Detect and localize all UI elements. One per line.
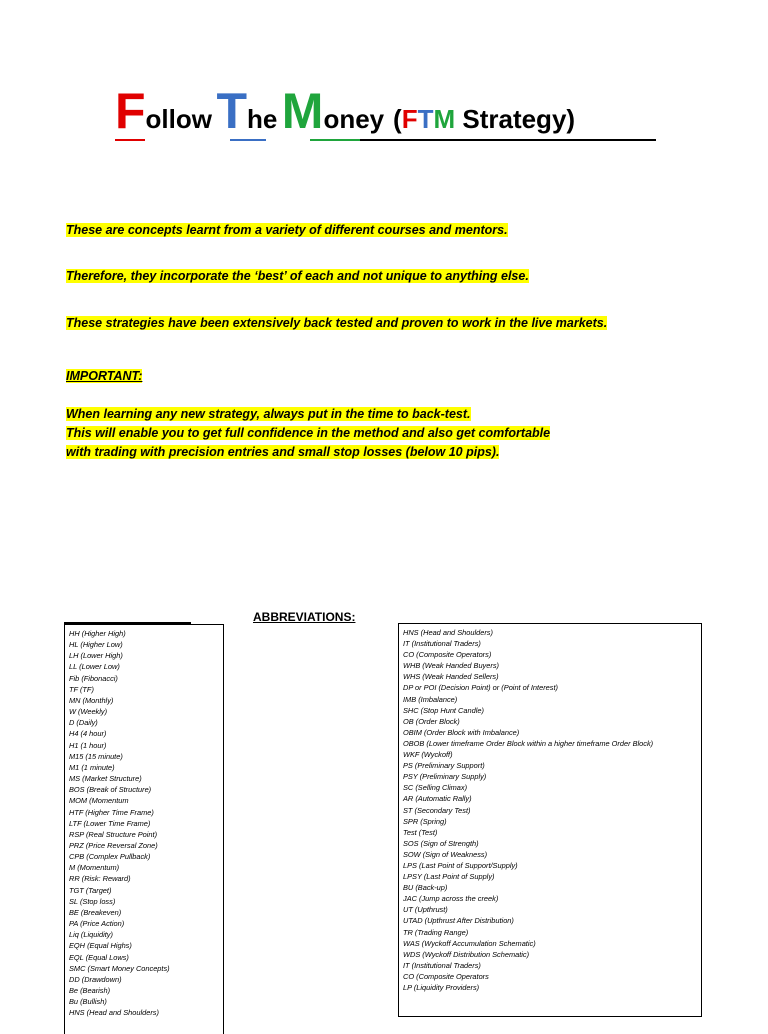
title-underline-red bbox=[115, 139, 145, 141]
title-rest-the: he bbox=[246, 104, 278, 134]
abbreviation-item: PS (Preliminary Support) bbox=[403, 761, 485, 771]
abbreviation-item: CO (Composite Operators bbox=[403, 971, 489, 981]
abbreviation-item: M1 (1 minute) bbox=[69, 762, 115, 772]
abbreviations-left-list bbox=[69, 628, 219, 1018]
abbreviation-item: HTF (Higher Time Frame) bbox=[69, 807, 154, 817]
abbreviation-item: SC (Selling Climax) bbox=[403, 783, 468, 793]
abbreviation-item: Bu (Bullish) bbox=[69, 997, 107, 1007]
abbreviation-item: SL (Stop loss) bbox=[69, 896, 116, 906]
abbreviation-item: M15 (15 minute) bbox=[69, 751, 123, 761]
abbreviation-item: EQL (Equal Lows) bbox=[69, 952, 129, 962]
title-word-the bbox=[216, 83, 278, 141]
abbreviation-item: AR (Automatic Rally) bbox=[403, 794, 472, 804]
title-paren-open: ( bbox=[393, 104, 402, 134]
abbreviation-item: IT (Institutional Traders) bbox=[403, 639, 481, 649]
abbreviations-left-box bbox=[64, 624, 224, 1034]
abbreviation-item: LP (Liquidity Providers) bbox=[403, 983, 480, 992]
title-initial-t: T bbox=[216, 83, 247, 139]
abbreviation-item: PA (Price Action) bbox=[69, 919, 125, 929]
abbreviation-item: BOS (Break of Structure) bbox=[69, 785, 152, 795]
abbreviation-item: BE (Breakeven) bbox=[69, 907, 122, 917]
title-ftm-t: T bbox=[417, 104, 434, 134]
abbreviation-item: EQH (Equal Highs) bbox=[69, 941, 132, 951]
important-label: IMPORTANT: bbox=[66, 369, 143, 383]
abbreviations-right-box bbox=[398, 623, 702, 1017]
abbreviation-item: PSY (Preliminary Supply) bbox=[403, 772, 487, 782]
abbreviation-item: HL (Higher Low) bbox=[69, 640, 123, 650]
abbreviation-item: HH (Higher High) bbox=[69, 629, 126, 638]
abbreviation-item: SMC (Smart Money Concepts) bbox=[69, 963, 170, 973]
abbreviation-item: RR (Risk: Reward) bbox=[69, 874, 131, 884]
abbreviation-item: DD (Drawdown) bbox=[69, 974, 122, 984]
abbreviation-item: CPB (Complex Pullback) bbox=[69, 852, 151, 862]
important-line-2: This will enable you to get full confidence in the method and also get comfortable bbox=[66, 426, 551, 440]
abbreviation-item: RSP (Real Structure Point) bbox=[69, 829, 158, 839]
title-ftm-f: F bbox=[401, 104, 418, 134]
abbreviation-item: Fib (Fibonacci) bbox=[69, 673, 118, 683]
abbreviation-item: Test (Test) bbox=[403, 827, 438, 837]
abbreviations-right-list bbox=[403, 627, 697, 993]
abbreviation-item: LH (Lower High) bbox=[69, 651, 123, 661]
abbreviation-item: MOM (Momentum bbox=[69, 796, 129, 806]
abbreviation-item: WHS (Weak Handed Sellers) bbox=[403, 672, 499, 682]
title-initial-m: M bbox=[281, 83, 324, 139]
abbreviation-item: SHC (Stop Hunt Candle) bbox=[403, 705, 484, 715]
abbreviation-item: H4 (4 hour) bbox=[69, 729, 107, 739]
title-underline-black bbox=[360, 139, 656, 141]
abbreviation-item: UT (Upthrust) bbox=[403, 905, 448, 915]
abbreviations-heading: ABBREVIATIONS: bbox=[253, 610, 356, 624]
abbreviation-item: PRZ (Price Reversal Zone) bbox=[69, 840, 158, 850]
abbreviation-item: WHB (Weak Handed Buyers) bbox=[403, 661, 499, 671]
abbreviation-item: D (Daily) bbox=[69, 718, 98, 728]
intro-line-1: These are concepts learnt from a variety of different courses and mentors. bbox=[66, 223, 508, 237]
abbreviation-item: LL (Lower Low) bbox=[69, 662, 120, 672]
abbreviation-item: WAS (Wyckoff Accumulation Schematic) bbox=[403, 938, 536, 948]
abbreviation-item: M (Momentum) bbox=[69, 863, 120, 873]
title-initial-f: F bbox=[115, 83, 146, 139]
title-word-follow bbox=[115, 83, 212, 141]
title-underline-green bbox=[310, 139, 360, 141]
abbreviation-item: MS (Market Structure) bbox=[69, 774, 142, 784]
abbreviation-item: IT (Institutional Traders) bbox=[403, 960, 481, 970]
document-title bbox=[115, 83, 576, 144]
abbreviation-item: Liq (Liquidity) bbox=[69, 930, 113, 940]
abbreviation-item: HNS (Head and Shoulders) bbox=[403, 628, 493, 637]
abbreviation-item: BU (Back-up) bbox=[403, 883, 448, 893]
abbreviation-item: ST (Secondary Test) bbox=[403, 805, 471, 815]
important-line-3: with trading with precision entries and small stop losses (below 10 pips). bbox=[66, 445, 500, 459]
abbreviation-item: OB (Order Block) bbox=[403, 716, 460, 726]
abbreviation-item: IMB (Imbalance) bbox=[403, 694, 458, 704]
title-strategy: Strategy) bbox=[455, 104, 576, 134]
abbreviation-item: SPR (Spring) bbox=[403, 816, 447, 826]
title-ftm-group bbox=[393, 104, 575, 134]
abbreviation-item: SOW (Sign of Weakness) bbox=[403, 849, 488, 859]
title-rest-follow: ollow bbox=[145, 104, 212, 134]
intro-line-3: These strategies have been extensively back tested and proven to work in the live markets. bbox=[66, 316, 608, 330]
important-line-1: When learning any new strategy, always put in the time to back-test. bbox=[66, 407, 471, 421]
abbreviation-item: H1 (1 hour) bbox=[69, 740, 107, 750]
abbreviation-item: HNS (Head and Shoulders) bbox=[69, 1008, 159, 1018]
title-underline-blue bbox=[230, 139, 266, 141]
abbreviation-item: W (Weekly) bbox=[69, 707, 108, 717]
abbreviation-item: WKF (Wyckoff) bbox=[403, 750, 453, 760]
abbreviation-item: JAC (Jump across the creek) bbox=[403, 894, 499, 904]
abbreviation-item: OBOB (Lower timeframe Order Block within a higher timeframe Order Block) bbox=[403, 738, 654, 748]
abbreviation-item: LPS (Last Point of Support/Supply) bbox=[403, 860, 518, 870]
abbreviation-item: MN (Monthly) bbox=[69, 695, 114, 705]
intro-line-2: Therefore, they incorporate the ‘best’ of each and not unique to anything else. bbox=[66, 269, 529, 283]
title-rest-money: oney bbox=[323, 104, 385, 134]
abbreviation-item: SOS (Sign of Strength) bbox=[403, 838, 479, 848]
abbreviation-item: UTAD (Upthrust After Distribution) bbox=[403, 916, 514, 926]
abbreviation-item: Be (Bearish) bbox=[69, 986, 111, 995]
abbreviation-item: OBIM (Order Block with Imbalance) bbox=[403, 727, 520, 737]
abbreviation-item: LTF (Lower Time Frame) bbox=[69, 818, 151, 828]
title-ftm-m: M bbox=[433, 104, 456, 134]
title-word-money bbox=[281, 83, 385, 141]
abbreviation-item: WDS (Wyckoff Distribution Schematic) bbox=[403, 949, 530, 959]
abbreviation-item: LPSY (Last Point of Supply) bbox=[403, 872, 495, 882]
abbreviation-item: CO (Composite Operators) bbox=[403, 650, 492, 660]
abbreviation-item: TF (TF) bbox=[69, 684, 94, 694]
abbreviation-item: TR (Trading Range) bbox=[403, 927, 469, 937]
abbreviation-item: DP or POI (Decision Point) or (Point of Interest) bbox=[403, 683, 558, 693]
abbreviation-item: TGT (Target) bbox=[69, 885, 112, 895]
